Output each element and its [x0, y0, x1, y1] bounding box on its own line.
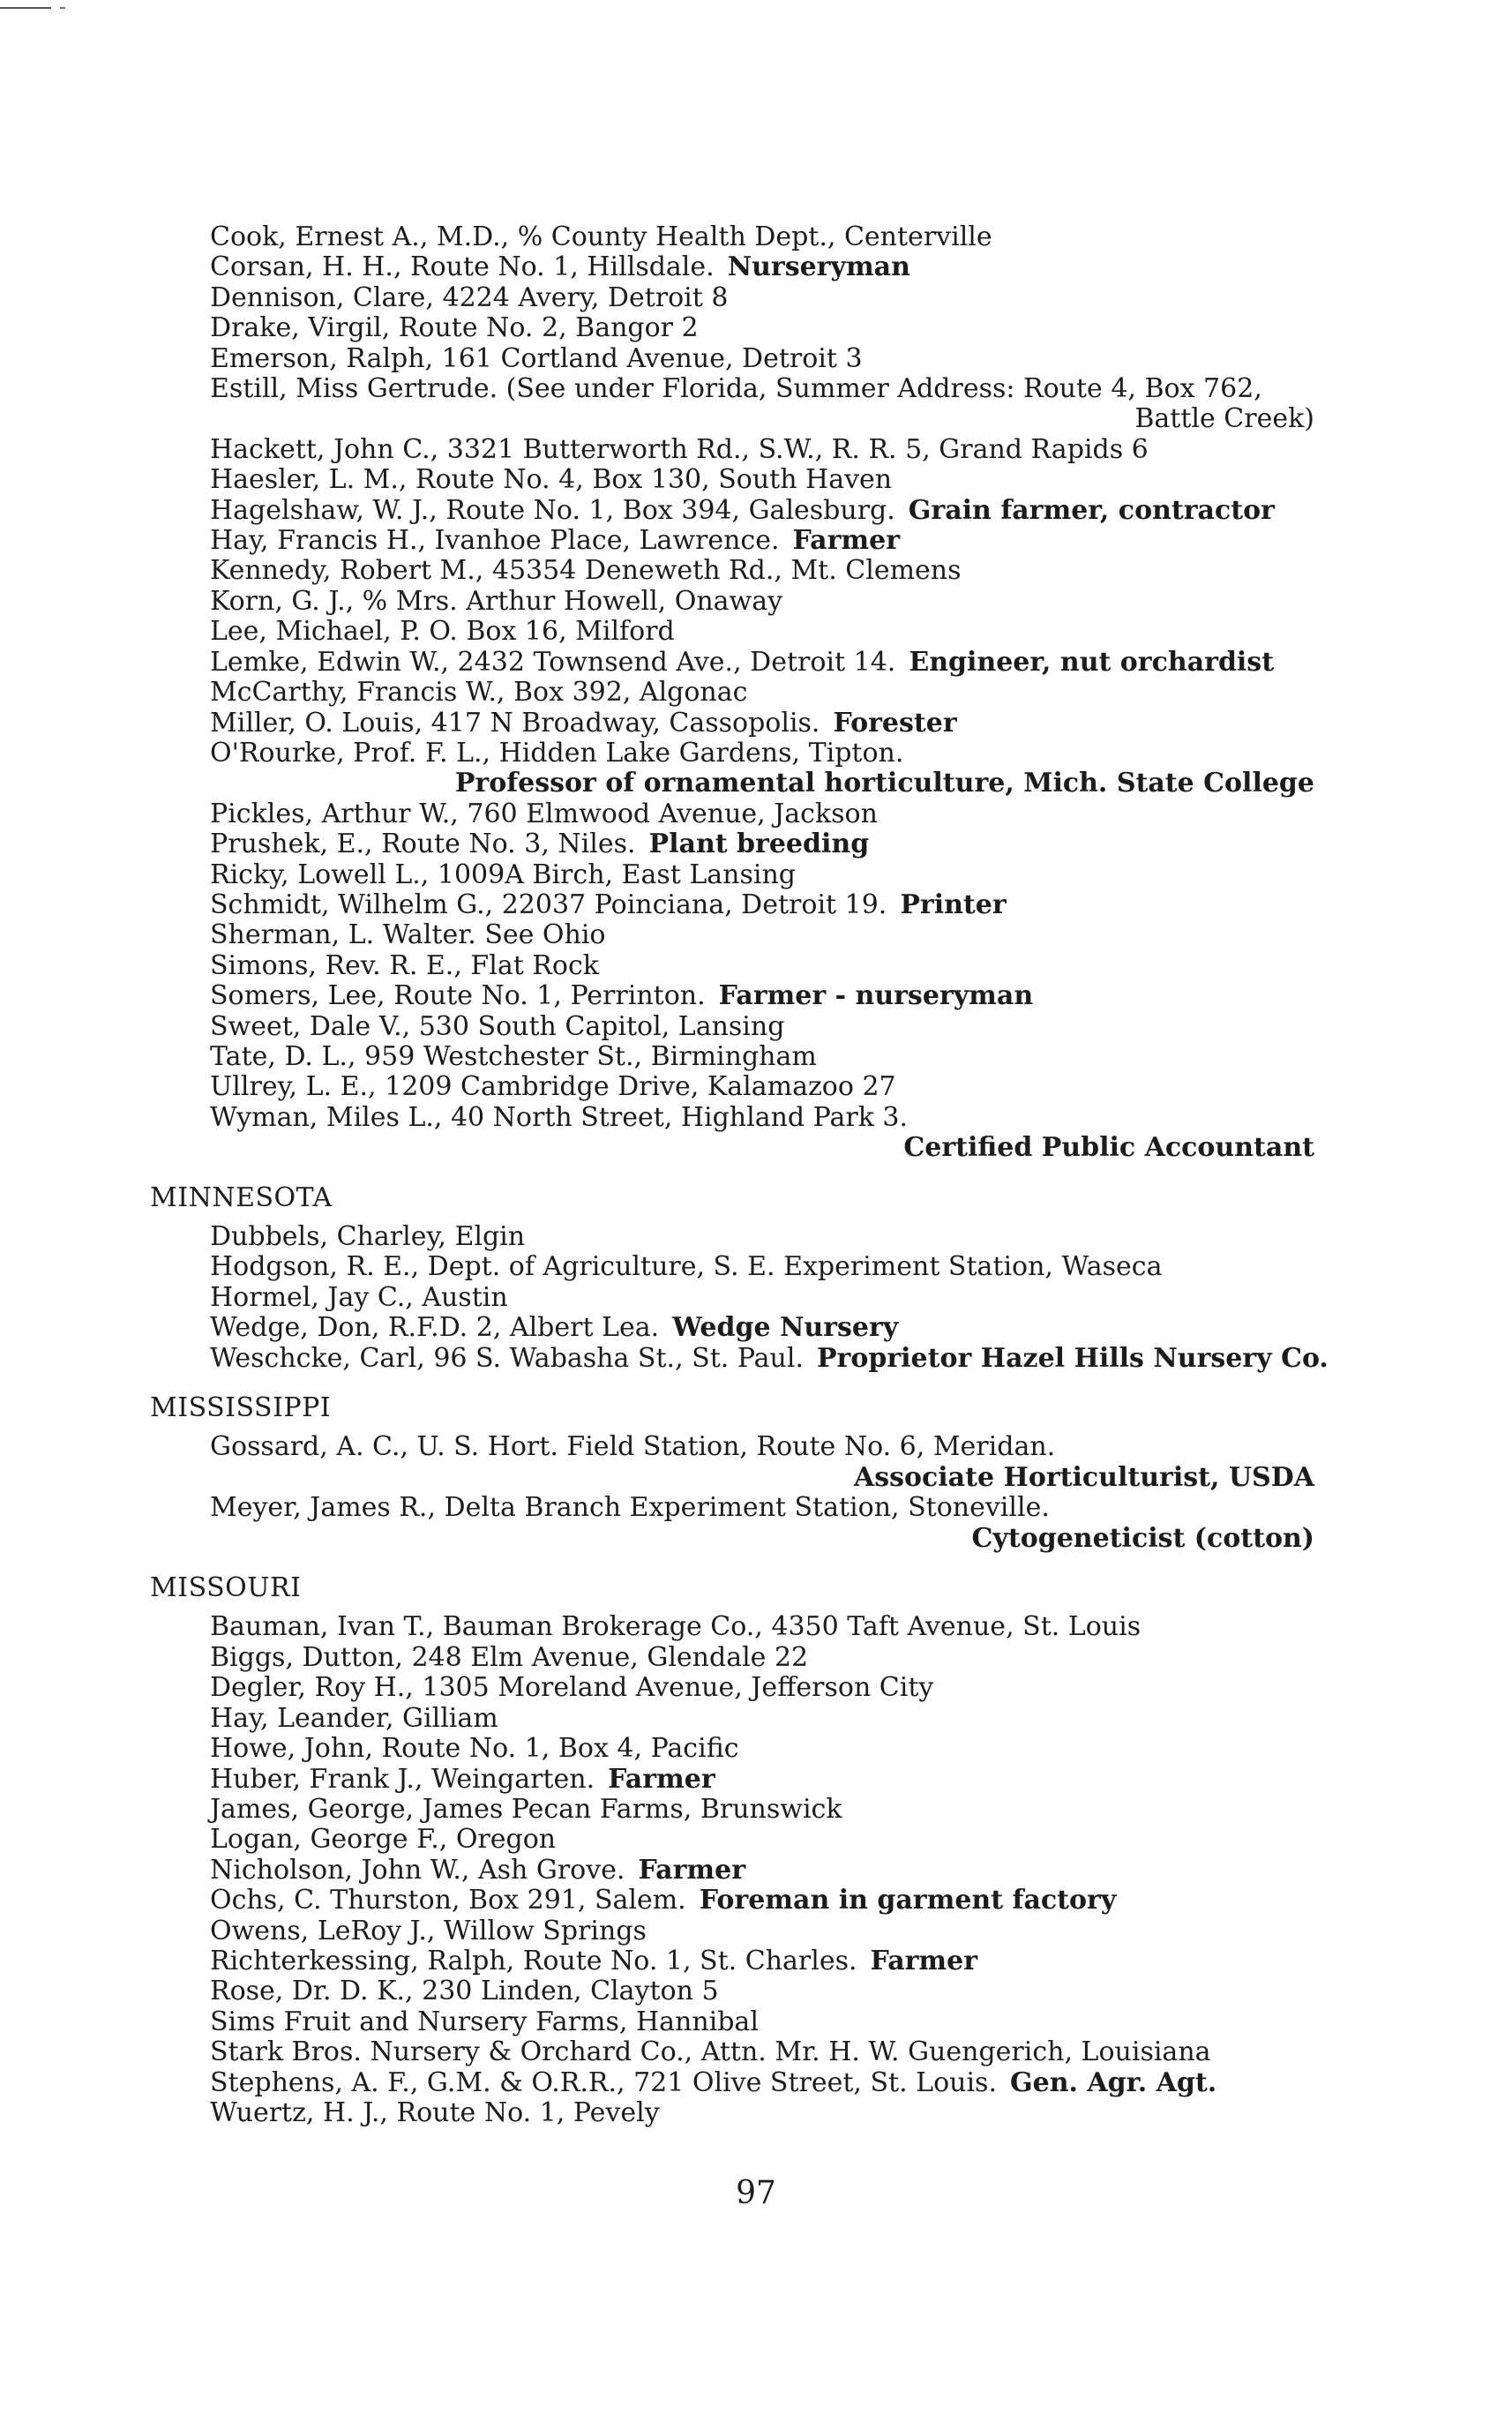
directory-entry [210, 2037, 1314, 2067]
entry-name-address: Stephens, A. F., G.M. & O.R.R., 721 Olive Street, St. Louis. [210, 2066, 997, 2098]
entry-continuation: Cytogeneticist (cotton) [971, 1522, 1314, 1554]
entry-name-address: Meyer, James R., Delta Branch Experiment Station, Stoneville. [210, 1492, 1050, 1524]
directory-entry [210, 526, 1314, 556]
directory-entry [210, 860, 1314, 890]
entry-occupation: Wedge Nursery [672, 1312, 899, 1344]
entry-name-address: Rose, Dr. D. K., 230 Linden, Clayton 5 [210, 1976, 719, 2007]
directory-entry [210, 1432, 1314, 1462]
entry-name-address: Hodgson, R. E., Dept. of Agriculture, S. E. Experiment Station, Waseca [210, 1251, 1163, 1283]
entry-name-address: Wedge, Don, R.F.D. 2, Albert Lea. [210, 1312, 660, 1344]
entry-occupation: Farmer [638, 1854, 746, 1886]
entry-occupation: Grain farmer, contractor [908, 494, 1275, 526]
entry-name-address: Gossard, A. C., U. S. Hort. Field Station, Route No. 6, Meridan. [210, 1431, 1056, 1463]
directory-entry [210, 1342, 1329, 1374]
entry-occupation: Farmer - nurseryman [718, 980, 1034, 1012]
directory-entry [210, 829, 1314, 859]
entry-name-address: Schmidt, Wilhelm G., 22037 Poinciana, Detroit 19. [210, 889, 887, 920]
entry-name-address: Tate, D. L., 959 Westchester St., Birmingham [210, 1040, 817, 1072]
entry-name-address: Howe, John, Route No. 1, Box 4, Pacific [210, 1733, 739, 1765]
entry-name-address: Kennedy, Robert M., 45354 Deneweth Rd., Mt. Clemens [210, 555, 962, 587]
entry-name-address: Ochs, C. Thurston, Box 291, Salem. [210, 1885, 686, 1916]
entry-name-address: Biggs, Dutton, 248 Elm Avenue, Glendale 22 [210, 1641, 809, 1673]
entry-name-address: Sherman, L. Walter. See Ohio [210, 919, 606, 951]
directory-entry [210, 587, 1314, 617]
entry-name-address: Simons, Rev. R. E., Flat Rock [210, 949, 599, 981]
directory-entry [210, 1886, 1314, 1916]
entry-occupation: Engineer, nut orchardist [909, 646, 1275, 678]
page-number: 97 [736, 2175, 776, 2211]
directory-entry [210, 951, 1314, 981]
entry-name-address: Drake, Virgil, Route No. 2, Bangor 2 [210, 312, 699, 344]
state-heading: MISSISSIPPI [150, 1392, 332, 1424]
directory-page [0, 222, 1512, 2128]
directory-entry [210, 1856, 1314, 1886]
directory-entry [210, 313, 1314, 343]
entry-continuation: Associate Horticulturist, USDA [853, 1461, 1314, 1493]
directory-entry [210, 799, 1314, 829]
entry-occupation: Printer [900, 889, 1007, 920]
directory-entry [210, 1612, 1314, 1642]
entry-continuation: Certified Public Accountant [903, 1132, 1314, 1164]
directory-entry [210, 1313, 1314, 1343]
directory-entry [210, 739, 1314, 769]
entry-name-address: Estill, Miss Gertrude. (See under Florida, Summer Address: Route 4, Box 762, [210, 373, 1262, 405]
entry-occupation: Farmer [608, 1763, 715, 1795]
entry-name-address: Weschcke, Carl, 96 S. Wabasha St., St. Paul. [210, 1342, 804, 1374]
entry-name-address: Stark Bros. Nursery & Orchard Co., Attn. Mr. H. W. Guengerich, Louisiana [210, 2036, 1211, 2068]
entry-name-address: Hay, Francis H., Ivanhoe Place, Lawrence. [210, 525, 780, 557]
directory-entry [210, 648, 1314, 678]
entry-occupation: Farmer [870, 1945, 978, 1976]
entry-name-address: Hormel, Jay C., Austin [210, 1281, 508, 1313]
directory-entry [210, 709, 1314, 739]
directory-entry [210, 2068, 1314, 2098]
entry-name-address: Nicholson, John W., Ash Grove. [210, 1854, 625, 1886]
entry-name-address: Sims Fruit and Nursery Farms, Hannibal [210, 2006, 759, 2037]
entry-occupation: Foreman in garment factory [699, 1885, 1117, 1916]
entry-occupation: Proprietor Hazel Hills Nursery Co. [817, 1342, 1329, 1374]
entry-name-address: O'Rourke, Prof. F. L., Hidden Lake Gardens, Tipton. [210, 737, 904, 769]
directory-entry [210, 556, 1314, 586]
entry-list [210, 1612, 1314, 2128]
entry-name-address: Lee, Michael, P. O. Box 16, Milford [210, 616, 675, 648]
entry-occupation: Forester [833, 707, 957, 739]
directory-entry [210, 1946, 1314, 1976]
entry-occupation: Plant breeding [648, 829, 870, 860]
directory-entry [210, 617, 1314, 647]
entry-name-address: Bauman, Ivan T., Bauman Brokerage Co., 4350 Taft Avenue, St. Louis [210, 1611, 1141, 1643]
directory-entry [210, 1222, 1314, 1252]
directory-entry [210, 374, 1314, 404]
entry-name-address: McCarthy, Francis W., Box 392, Algonac [210, 677, 748, 709]
entry-name-address: Hagelshaw, W. J., Route No. 1, Box 394, Galesburg. [210, 494, 895, 526]
directory-entry [210, 1493, 1314, 1523]
directory-entry [210, 1072, 1314, 1102]
entry-occupation: Farmer [792, 525, 901, 557]
entry-name-address: Corsan, H. H., Route No. 1, Hillsdale. [210, 251, 715, 283]
directory-entry [210, 2098, 1314, 2128]
entry-name-address: Emerson, Ralph, 161 Cortland Avenue, Detroit 3 [210, 342, 863, 374]
directory-entry [210, 283, 1314, 313]
entry-name-address: Lemke, Edwin W., 2432 Townsend Ave., Detroit 14. [210, 646, 896, 678]
directory-entry [210, 2007, 1314, 2037]
scan-edge-mark [0, 7, 51, 9]
directory-entry [210, 920, 1314, 950]
entry-list [210, 1221, 1329, 1374]
directory-entry [210, 222, 1314, 252]
directory-entry [210, 1734, 1314, 1764]
entry-name-address: Owens, LeRoy J., Willow Springs [210, 1915, 647, 1946]
directory-entry [210, 1976, 1314, 2006]
directory-entry [210, 1704, 1314, 1734]
directory-entry [210, 1012, 1314, 1042]
directory-entry [210, 1673, 1314, 1703]
entry-name-address: Dennison, Clare, 4224 Avery, Detroit 8 [210, 281, 729, 313]
state-heading: MISSOURI [150, 1572, 302, 1604]
directory-entry [210, 1283, 1314, 1313]
entry-name-address: Miller, O. Louis, 417 N Broadway, Cassopolis. [210, 707, 820, 739]
entry-name-address: Wyman, Miles L., 40 North Street, Highland Park 3. [210, 1101, 909, 1133]
directory-entry [210, 1916, 1314, 1946]
entry-list [210, 222, 1314, 1164]
directory-entry [210, 981, 1314, 1011]
entry-name-address: Richterkessing, Ralph, Route No. 1, St. Charles. [210, 1945, 857, 1976]
directory-entry [210, 435, 1314, 465]
entry-list [210, 1432, 1314, 1554]
entry-continuation: Professor of ornamental horticulture, Mich. State College [454, 768, 1314, 799]
directory-entry [210, 344, 1314, 374]
directory-entry [210, 1042, 1314, 1072]
directory-entry [210, 1643, 1314, 1673]
entry-name-address: Haesler, L. M., Route No. 4, Box 130, South Haven [210, 464, 893, 496]
entry-occupation: Nurseryman [727, 251, 910, 283]
entry-name-address: Ricky, Lowell L., 1009A Birch, East Lansing [210, 859, 797, 890]
entry-name-address: Cook, Ernest A., M.D., % County Health Dept., Centerville [210, 221, 992, 252]
directory-entry [210, 465, 1314, 495]
entry-name-address: Wuertz, H. J., Route No. 1, Pevely [210, 2096, 660, 2128]
directory-entry [210, 1252, 1314, 1282]
entry-name-address: Logan, George F., Oregon [210, 1824, 557, 1856]
entry-name-address: Prushek, E., Route No. 3, Niles. [210, 829, 636, 860]
entry-name-address: Ullrey, L. E., 1209 Cambridge Drive, Kalamazoo 27 [210, 1071, 896, 1103]
entry-name-address: Korn, G. J., % Mrs. Arthur Howell, Onaway [210, 585, 783, 617]
entry-name-address: Hay, Leander, Gilliam [210, 1702, 498, 1734]
directory-entry [210, 1825, 1314, 1855]
entry-name-address: Degler, Roy H., 1305 Moreland Avenue, Jefferson City [210, 1672, 934, 1704]
entry-occupation: Gen. Agr. Agt. [1010, 2066, 1217, 2098]
entry-name-address: Somers, Lee, Route No. 1, Perrinton. [210, 980, 706, 1012]
directory-entry [210, 252, 1314, 282]
entry-name-address: Pickles, Arthur W., 760 Elmwood Avenue, Jackson [210, 798, 878, 829]
entry-name-address: Hackett, John C., 3321 Butterworth Rd., S.W., R. R. 5, Grand Rapids 6 [210, 433, 1149, 465]
entry-name-address: James, George, James Pecan Farms, Brunswick [210, 1793, 842, 1825]
directory-entry [210, 496, 1314, 526]
directory-entry [210, 1103, 1314, 1133]
directory-entry [210, 678, 1314, 708]
entry-name-address: Sweet, Dale V., 530 South Capitol, Lansing [210, 1010, 785, 1042]
state-heading: MINNESOTA [150, 1181, 333, 1213]
directory-entry [210, 1765, 1314, 1795]
directory-entry [210, 1795, 1314, 1825]
entry-name-address: Huber, Frank J., Weingarten. [210, 1763, 595, 1795]
directory-entry [210, 890, 1314, 920]
entry-continuation: Battle Creek) [1134, 403, 1314, 435]
entry-name-address: Dubbels, Charley, Elgin [210, 1221, 526, 1252]
